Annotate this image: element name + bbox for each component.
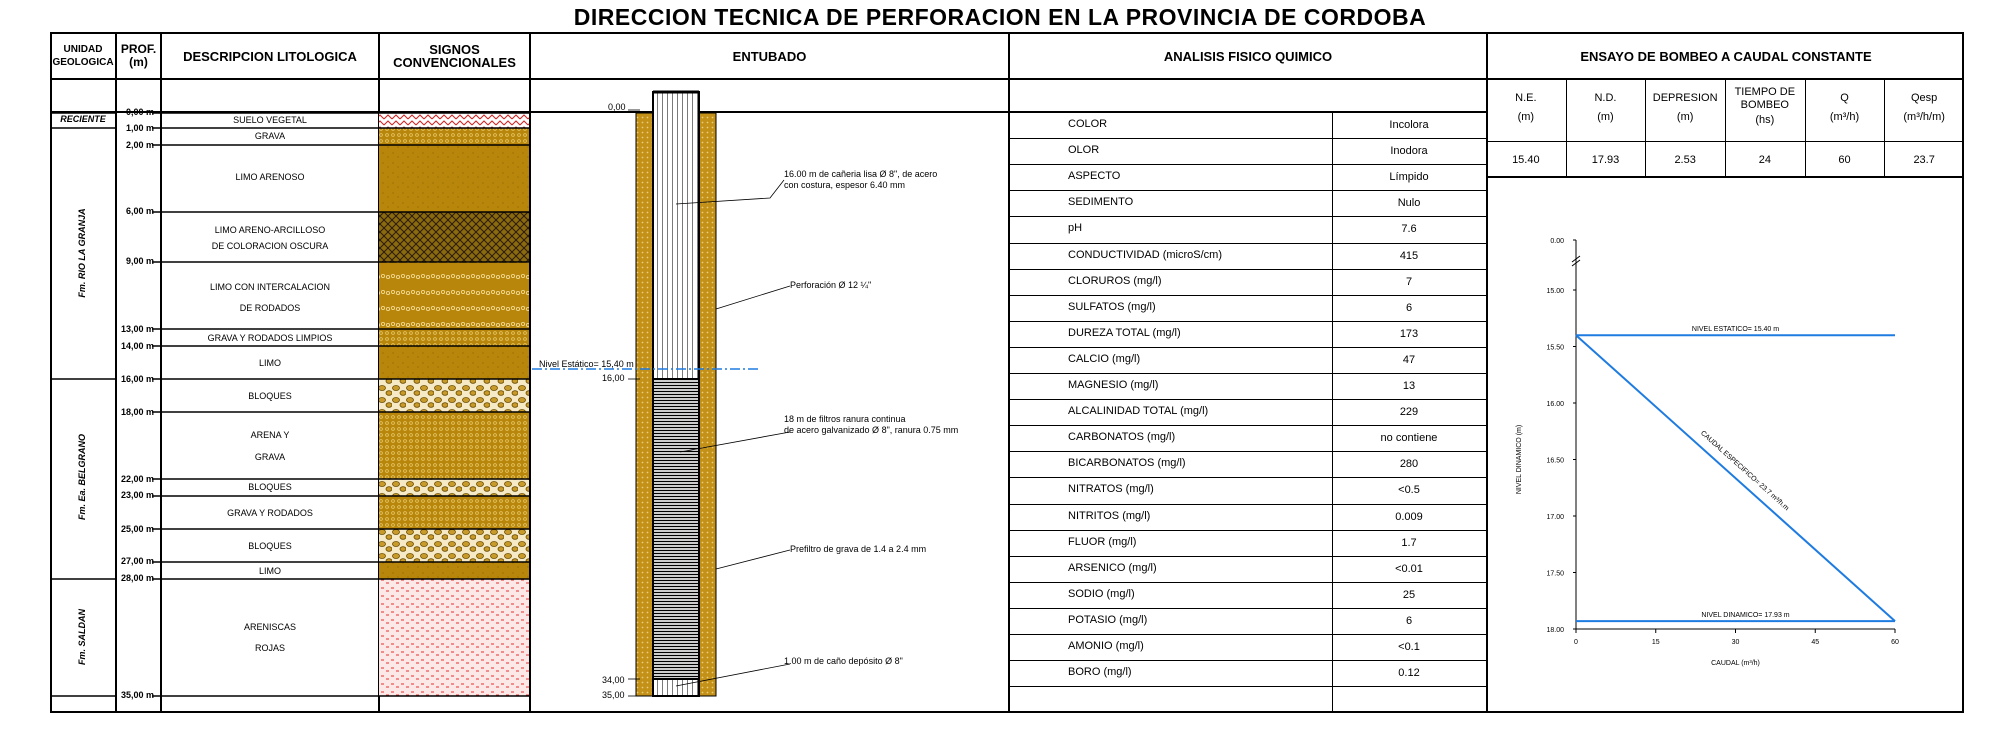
depth-label: 6,00 m bbox=[125, 206, 154, 216]
chem-param: NITRATOS (mg/l) bbox=[1068, 483, 1154, 496]
depth-label: 27,00 m bbox=[120, 556, 154, 566]
x-tick-label: 15 bbox=[1651, 639, 1660, 646]
unit-reciente: RECIENTE bbox=[60, 114, 106, 124]
chem-param: CALCIO (mg/l) bbox=[1068, 352, 1141, 365]
unit-saldan: Fm. SALDAN bbox=[77, 609, 87, 665]
chem-value: Nulo bbox=[1397, 197, 1421, 210]
depth-label: 1,00 m bbox=[125, 123, 154, 133]
pump-value: 2.53 bbox=[1674, 154, 1696, 166]
chem-row-line bbox=[1008, 321, 1486, 322]
unit-ea-belgrano: Fm. Ea. BELGRANO bbox=[77, 434, 87, 521]
chem-param: AMONIO (mg/l) bbox=[1068, 640, 1144, 652]
depth-label: 2,00 m bbox=[125, 140, 154, 150]
chem-param: pH bbox=[1068, 222, 1083, 235]
chem-row-line bbox=[1008, 347, 1486, 348]
pump-header-name: Qesp bbox=[1911, 92, 1938, 104]
chem-value: 47 bbox=[1402, 353, 1416, 366]
page-title: DIRECCION TECNICA DE PERFORACION EN LA PROVINCIA DE CORDOBA bbox=[573, 4, 1427, 30]
chem-value: Inodora bbox=[1390, 145, 1428, 158]
chem-param: ARSENICO (mg/l) bbox=[1068, 561, 1157, 574]
x-tick-label: 60 bbox=[1891, 639, 1899, 646]
chem-param: POTASIO (mg/l) bbox=[1068, 613, 1148, 626]
y-tick-label: 15.50 bbox=[1546, 344, 1564, 352]
pump-header-name: Q bbox=[1840, 92, 1849, 104]
chem-param: BORO (mg/l) bbox=[1068, 666, 1132, 679]
chem-param: SULFATOS (mg/l) bbox=[1068, 300, 1156, 313]
chem-row-line bbox=[1008, 582, 1486, 583]
chem-value: Incolora bbox=[1389, 119, 1429, 131]
note-prefiltro: Prefiltro de grava de 1.4 a 2.4 mm bbox=[790, 544, 927, 554]
chem-param: CARBONATOS (mg/l) bbox=[1068, 431, 1176, 444]
pump-header-name: N.E. bbox=[1515, 92, 1537, 104]
pump-header-unit: (m) bbox=[1676, 111, 1694, 123]
chem-param: CLORUROS (mg/l) bbox=[1068, 274, 1162, 287]
chem-value: 415 bbox=[1399, 249, 1419, 262]
depth-label: 14,00 m bbox=[120, 341, 154, 351]
depth-label: 9,00 m bbox=[125, 256, 154, 266]
y-axis-label: NIVEL DINAMICO (m) bbox=[1516, 424, 1523, 495]
chem-value: 13 bbox=[1402, 380, 1416, 392]
layer-desc: LIMO bbox=[258, 358, 281, 368]
depth-35-label: 35,00 bbox=[602, 690, 625, 700]
pumping-chart bbox=[1488, 180, 1964, 680]
pump-header bbox=[1566, 92, 1646, 124]
pump-header bbox=[1884, 92, 1964, 124]
layer-desc: ARENA Y bbox=[250, 430, 290, 440]
chem-row-line bbox=[1008, 660, 1486, 661]
chem-param: COLOR bbox=[1068, 118, 1108, 130]
layer-desc: GRAVA bbox=[254, 452, 286, 462]
layer-desc: GRAVA Y RODADOS LIMPIOS bbox=[207, 333, 333, 343]
y-tick-label: 0.00 bbox=[1550, 238, 1564, 245]
depth-label: 22,00 m bbox=[120, 474, 154, 484]
chem-row-line bbox=[1008, 190, 1486, 191]
chem-row-line bbox=[1008, 399, 1486, 400]
y-tick-label: 17.00 bbox=[1546, 514, 1564, 521]
depth-label: 28,00 m bbox=[120, 573, 154, 583]
chem-param: ALCALINIDAD TOTAL (mg/l) bbox=[1068, 405, 1209, 418]
series-label: CAUDAL ESPECIFICO= 23.7 m³/h.m bbox=[1699, 429, 1790, 513]
pump-value: 24 bbox=[1758, 154, 1771, 166]
depth-34-label: 34,00 bbox=[602, 675, 625, 685]
casing-top-label: 0,00 bbox=[608, 102, 626, 112]
chem-value: <0.5 bbox=[1398, 484, 1420, 497]
y-tick-label: 18.00 bbox=[1546, 627, 1564, 634]
chem-value: 0.12 bbox=[1398, 667, 1420, 680]
note-filter: 18 m de filtros ranura continua de acero galvanizado Ø 8", ranura 0.75 mm bbox=[784, 414, 959, 435]
pump-header-unit: (hs) bbox=[1755, 114, 1775, 126]
depth-label: 16,00 m bbox=[120, 374, 154, 384]
layer-desc: LIMO ARENOSO bbox=[235, 172, 305, 182]
header-unidad: UNIDAD GEOLOGICA bbox=[52, 44, 114, 68]
header-entubado: ENTUBADO bbox=[732, 48, 807, 64]
layer-desc: GRAVA bbox=[254, 131, 286, 141]
unit-rio-la-granja: Fm. RIO LA GRANJA bbox=[77, 208, 87, 298]
chem-row-line bbox=[1008, 243, 1486, 244]
layer-desc: GRAVA Y RODADOS bbox=[227, 508, 313, 518]
chem-row-line bbox=[1008, 686, 1486, 687]
chem-row-line bbox=[1008, 164, 1486, 165]
header-signos: SIGNOS CONVENCIONALES bbox=[393, 42, 516, 70]
x-tick-label: 0 bbox=[1574, 639, 1578, 646]
pump-header-unit: (m³/h/m) bbox=[1903, 111, 1945, 123]
depth-label: 23,00 m bbox=[120, 490, 154, 500]
chem-value: 6 bbox=[1405, 614, 1413, 627]
x-tick-label: 30 bbox=[1731, 639, 1740, 646]
chem-row-line bbox=[1008, 477, 1486, 478]
chem-param: MAGNESIO (mg/l) bbox=[1068, 379, 1159, 391]
pump-header-unit: (m) bbox=[1517, 111, 1535, 123]
note-deposito: 1.00 m de caño depósito Ø 8" bbox=[784, 656, 903, 666]
chem-param: DUREZA TOTAL (mg/l) bbox=[1068, 326, 1181, 339]
chem-row-line bbox=[1008, 373, 1486, 374]
chem-value: 7.6 bbox=[1401, 223, 1417, 236]
layer-desc: LIMO ARENO-ARCILLOSO bbox=[214, 225, 326, 235]
pump-header-name: DEPRESION bbox=[1652, 92, 1718, 104]
chem-param: CONDUCTIVIDAD (microS/cm) bbox=[1068, 248, 1222, 261]
chem-value: 280 bbox=[1399, 458, 1419, 471]
header-ensayo: ENSAYO DE BOMBEO A CAUDAL CONSTANTE bbox=[1580, 48, 1872, 64]
pump-header-unit: (m) bbox=[1597, 111, 1614, 123]
depth-label: 0,00 m bbox=[125, 107, 154, 117]
chem-row-line bbox=[1008, 634, 1486, 635]
y-tick-label: 16.50 bbox=[1546, 457, 1564, 465]
series-label: NIVEL DINAMICO= 17.93 m bbox=[1701, 612, 1790, 620]
note-casing: 16.00 m de cañeria lisa Ø 8", de acero con costura, espesor 6.40 mm bbox=[784, 169, 938, 190]
y-tick-label: 15.00 bbox=[1546, 288, 1564, 295]
chem-row-line bbox=[1008, 425, 1486, 426]
pump-line bbox=[1486, 176, 1964, 178]
pump-value: 17.93 bbox=[1591, 154, 1620, 166]
chem-value: 1.7 bbox=[1401, 536, 1417, 549]
chem-row-line bbox=[1008, 608, 1486, 609]
y-tick-label: 17.50 bbox=[1546, 570, 1564, 578]
chem-row-line bbox=[1008, 269, 1486, 270]
chem-row-line bbox=[1008, 295, 1486, 296]
pump-header bbox=[1486, 92, 1566, 124]
pump-value: 15.40 bbox=[1512, 154, 1540, 166]
series-label: NIVEL ESTATICO= 15.40 m bbox=[1691, 326, 1780, 334]
chem-param: FLUOR (mg/l) bbox=[1068, 535, 1137, 548]
header-descripcion: DESCRIPCION LITOLOGICA bbox=[183, 48, 357, 64]
chem-row-line bbox=[1008, 216, 1486, 217]
chem-row-line bbox=[1008, 556, 1486, 557]
depth-label: 35,00 m bbox=[120, 690, 154, 700]
depth-16-label: 16,00 bbox=[602, 373, 625, 383]
chem-value: no contiene bbox=[1380, 432, 1438, 445]
layer-desc: LIMO bbox=[258, 566, 281, 576]
x-axis-label: CAUDAL (m³/h) bbox=[1711, 660, 1760, 667]
chem-value: 7 bbox=[1405, 275, 1413, 288]
pump-header-name: TIEMPO DE BOMBEO bbox=[1734, 86, 1796, 111]
chem-row-line bbox=[1008, 451, 1486, 452]
pump-header-unit: (m³/h) bbox=[1829, 111, 1860, 123]
layer-desc: ARENISCAS bbox=[243, 622, 296, 632]
layer-desc: LIMO CON INTERCALACION bbox=[209, 282, 330, 292]
series-line bbox=[1576, 335, 1895, 621]
layer-desc: BLOQUES bbox=[248, 541, 292, 551]
layer-desc: BLOQUES bbox=[248, 391, 292, 401]
note-perforacion: Perforación Ø 12 ¼" bbox=[790, 280, 872, 290]
chem-value: 173 bbox=[1399, 327, 1419, 340]
pump-value: 23.7 bbox=[1913, 154, 1935, 166]
pump-header bbox=[1805, 92, 1885, 124]
chem-param: SODIO (mg/l) bbox=[1068, 587, 1135, 600]
depth-label: 25,00 m bbox=[120, 524, 154, 534]
layer-desc: SUELO VEGETAL bbox=[233, 115, 307, 125]
header-prof: PROF. (m) bbox=[120, 42, 157, 69]
chem-value: <0.01 bbox=[1395, 562, 1423, 575]
chem-param: OLOR bbox=[1068, 144, 1100, 157]
depth-label: 18,00 m bbox=[120, 407, 154, 417]
chem-value: Límpido bbox=[1389, 171, 1429, 184]
chem-param: ASPECTO bbox=[1068, 170, 1121, 183]
static-level-label: Nivel Estático= 15,40 m bbox=[539, 359, 634, 369]
depth-label: 13,00 m bbox=[120, 324, 154, 334]
chem-row-line bbox=[1008, 530, 1486, 531]
chem-row-line bbox=[1008, 504, 1486, 505]
chem-param: NITRITOS (mg/l) bbox=[1068, 509, 1151, 522]
chem-value: <0.1 bbox=[1398, 641, 1420, 653]
chem-param: BICARBONATOS (mg/l) bbox=[1068, 457, 1186, 470]
y-tick-label: 16.00 bbox=[1546, 401, 1564, 408]
chem-value: 229 bbox=[1399, 406, 1419, 419]
chem-value: 25 bbox=[1402, 588, 1416, 601]
pump-header-name: N.D. bbox=[1594, 92, 1617, 104]
chem-value: 0.009 bbox=[1395, 510, 1423, 523]
layer-desc: DE COLORACION OSCURA bbox=[211, 241, 329, 251]
layer-desc: ROJAS bbox=[254, 643, 285, 653]
chem-divider bbox=[1332, 686, 1333, 713]
chem-param: SEDIMENTO bbox=[1068, 196, 1134, 209]
x-tick-label: 45 bbox=[1811, 639, 1820, 646]
chem-value: 6 bbox=[1405, 301, 1413, 314]
layer-desc: BLOQUES bbox=[248, 482, 292, 492]
header-analisis: ANALISIS FISICO QUIMICO bbox=[1163, 48, 1333, 64]
pump-header bbox=[1725, 86, 1805, 127]
pump-value: 60 bbox=[1838, 154, 1851, 166]
chem-row-line bbox=[1008, 138, 1486, 139]
layer-desc: DE RODADOS bbox=[239, 303, 301, 313]
pump-header bbox=[1645, 92, 1725, 124]
